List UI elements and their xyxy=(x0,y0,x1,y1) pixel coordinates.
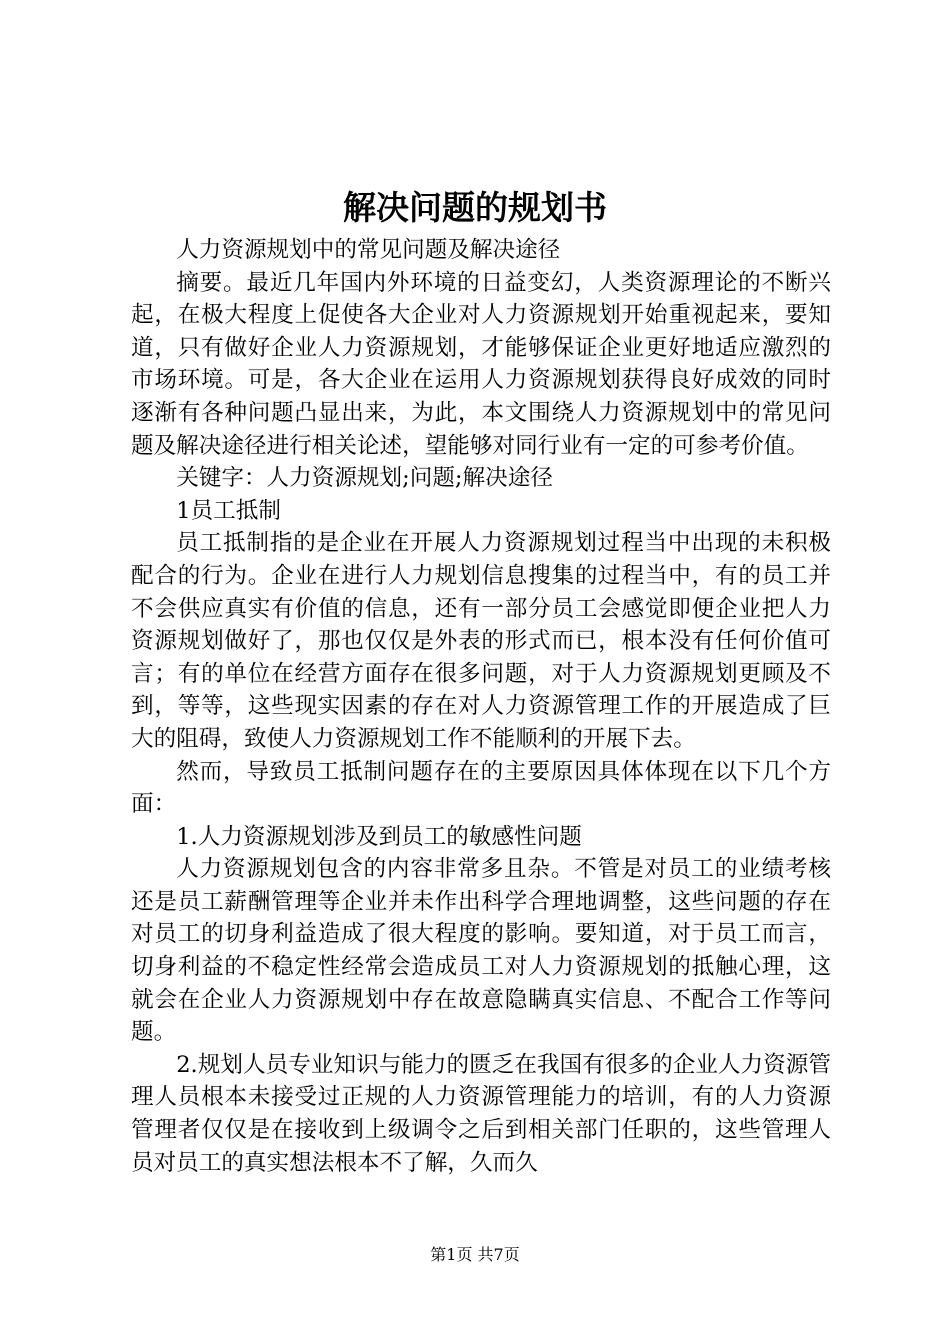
paragraph-keywords: 关键字：人力资源规划;问题;解决途径 xyxy=(176,465,553,492)
paragraph-employee-resistance: 员工抵制指的是企业在开展人力资源规划过程当中出现的未积极配合的行为。企业在进行人力规划信息搜集的过程当中，有的员工并不会供应真实有价值的信息，还有一部分员工会感觉即便企业把人力资源规划做好了，那也仅仅是外表的形式而已，根本没有任何价值可言；有的单位在经营方面存在很多问题，对于人力资源规划更顾及不到，等等，这些现实因素的存在对人力资源管理工作的开展造成了巨大的阻碍，致使人力资源规划工作不能顺利的开展下去。 xyxy=(131,530,831,752)
paragraph-sensitive-issues: 人力资源规划包含的内容非常多且杂。不管是对员工的业绩考核还是员工薪酬管理等企业并未作出科学合理地调整，这些问题的存在对员工的切身利益造成了很大程度的影响。要知道，对于员工而言，切身利益的不稳定性经常会造成员工对人力资源规划的抵触心理，这就会在企业人力资源规划中存在故意隐瞒真实信息、不配合工作等问题。 xyxy=(131,856,831,1046)
page-footer: 第1页 共7页 xyxy=(430,1245,520,1264)
paragraph-lack-of-expertise: 2.规划人员专业知识与能力的匮乏在我国有很多的企业人力资源管理人员根本未接受过正规的人力资源管理能力的培训，有的人力资源管理者仅仅是在接收到上级调令之后到相关部门任职的，这些管理人员对员工的真实想法根本不了解，久而久 xyxy=(131,1051,831,1176)
paragraph-subtitle: 人力资源规划中的常见问题及解决途径 xyxy=(176,237,561,263)
section-heading-1: 1员工抵制 xyxy=(176,497,281,524)
document-body xyxy=(131,234,831,1179)
document-title: 解决问题的规划书 xyxy=(343,188,607,227)
paragraph-reasons-intro: 然而，导致员工抵制问题存在的主要原因具体体现在以下几个方面： xyxy=(131,758,831,818)
paragraph-abstract: 摘要。最近几年国内外环境的日益变幻，人类资源理论的不断兴起，在极大程度上促使各大企业对人力资源规划开始重视起来，要知道，只有做好企业人力资源规划，才能够保证企业更好地适应激烈的市场环境。可是，各大企业在运用人力资源规划获得良好成效的同时逐渐有各种问题凸显出来，为此，本文围绕人力资源规划中的常见问题及解决途径进行相关论述，望能够对同行业有一定的可参考价值。 xyxy=(131,269,831,459)
subheading-sensitive-issues: 1.人力资源规划涉及到员工的敏感性问题 xyxy=(176,823,582,850)
